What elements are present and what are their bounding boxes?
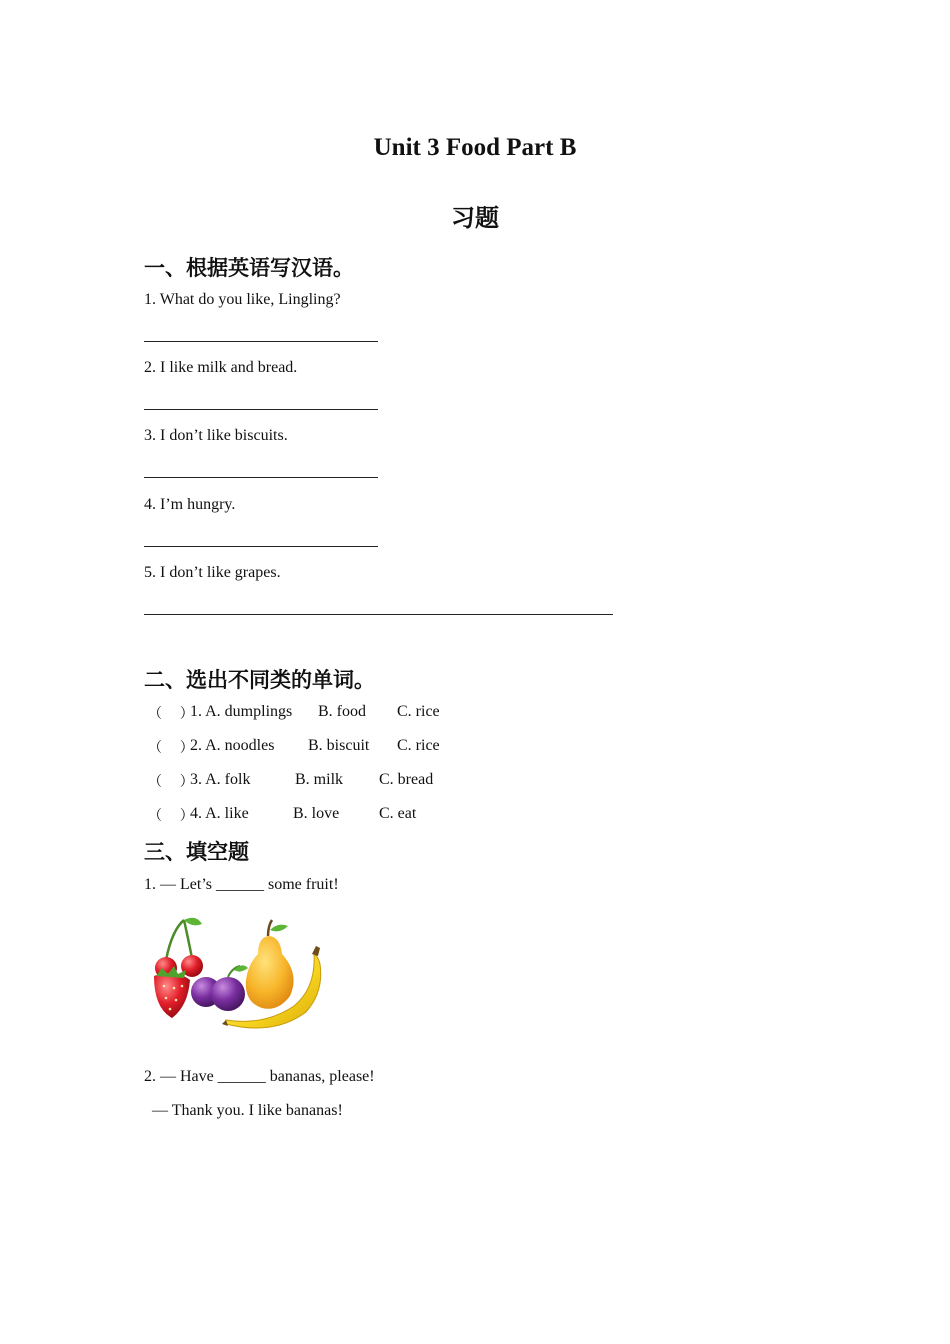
answer-bracket[interactable]: （ ） [148,808,194,824]
translate-question-5: 5. I don’t like grapes. [144,564,281,581]
option-a: 3. A. folk [190,771,251,788]
answer-line-1[interactable] [144,341,378,342]
option-b: B. biscuit [308,737,370,754]
fill-question-1: 1. — Let’s ______ some fruit! [144,876,339,893]
answer-bracket[interactable]: （ ） [148,774,194,790]
answer-line-3[interactable] [144,477,378,478]
page-title: Unit 3 Food Part B [373,134,577,161]
option-a: 4. A. like [190,805,249,822]
answer-line-4[interactable] [144,546,378,547]
fill-question-2: 2. — Have ______ bananas, please! [144,1068,375,1085]
translate-question-3: 3. I don’t like biscuits. [144,427,288,444]
option-c: C. rice [397,703,440,720]
option-b: B. milk [295,771,344,788]
translate-question-2: 2. I like milk and bread. [144,359,298,376]
option-c: C. eat [379,805,417,822]
option-a: 2. A. noodles [190,737,275,754]
answer-line-5[interactable] [144,614,613,615]
section2-heading: 二、选出不同类的单词。 [144,668,375,692]
option-c: C. bread [379,771,434,788]
translate-question-4: 4. I’m hungry. [144,496,236,513]
translate-question-1: 1. What do you like, Lingling? [144,291,341,308]
fill-question-2-reply: — Thank you. I like bananas! [152,1102,343,1119]
section1-heading: 一、根据英语写汉语。 [144,256,354,280]
section3-heading: 三、填空题 [144,840,249,864]
answer-bracket[interactable]: （ ） [148,706,194,722]
answer-bracket[interactable]: （ ） [148,740,194,756]
option-a: 1. A. dumplings [190,703,293,720]
answer-line-2[interactable] [144,409,378,410]
option-b: B. food [318,703,366,720]
page-subtitle: 习题 [451,204,499,232]
fruit-illustration-icon [144,908,330,1048]
option-b: B. love [293,805,340,822]
option-c: C. rice [397,737,440,754]
